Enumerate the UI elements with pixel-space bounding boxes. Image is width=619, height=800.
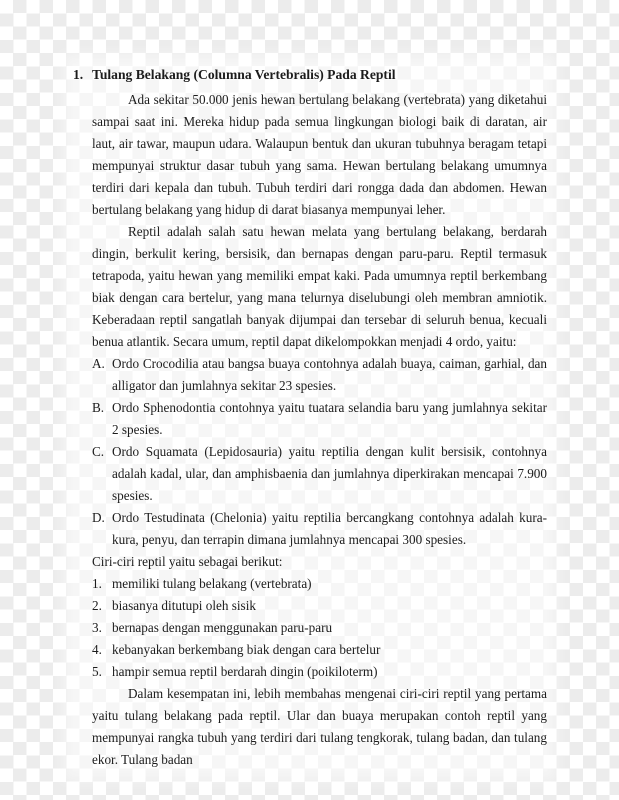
list-marker: D. — [92, 510, 105, 525]
paragraph-closing: Dalam kesempatan ini, lebih membahas mengenai ciri-ciri reptil yang pertama yaitu tulang belakang pada reptil. Ular dan buaya merupakan contoh reptil yang mempunyai rangka tubuh yang terdiri dari tulang tengkorak, tulang badan, dan tulang ekor. Tulang badan — [92, 686, 547, 767]
ciri-list-item-3 — [92, 617, 547, 639]
list-item-text: kebanyakan berkembang biak dengan cara bertelur — [112, 642, 381, 657]
list-marker: 1. — [92, 576, 102, 591]
list-marker: 3. — [92, 620, 102, 635]
list-marker: A. — [92, 356, 105, 371]
ciri-list-item-4 — [92, 639, 547, 661]
ciri-list-item-1 — [92, 573, 547, 595]
ciri-intro-line: Ciri-ciri reptil yaitu sebagai berikut: — [92, 554, 283, 569]
list-item-text: Ordo Crocodilia atau bangsa buaya contohnya adalah buaya, caiman, garhial, dan alligator dan jumlahnya sekitar 23 spesies. — [112, 356, 547, 393]
list-item-text: biasanya ditutupi oleh sisik — [112, 598, 256, 613]
ordo-list-item-a — [92, 353, 547, 397]
paragraph-reptil-definition: Reptil adalah salah satu hewan melata yang bertulang belakang, berdarah dingin, berkulit kering, bersisik, dan bernapas dengan paru-paru. Reptil termasuk tetrapoda, yaitu hewan yang memiliki empat kaki. Pada umumnya reptil berkembang biak dengan cara bertelur, yang mana telurnya diselubungi oleh membran amniotik. Keberadaan reptil sangatlah banyak dijumpai dan tersebar di seluruh benua, kecuali benua atlantik. Secara umum, reptil dapat dikelompokkan menjadi 4 ordo, yaitu: — [92, 224, 547, 349]
heading-number: 1. — [73, 67, 84, 82]
list-marker: C. — [92, 444, 105, 459]
ordo-list — [92, 353, 547, 551]
ciri-list — [92, 573, 547, 683]
ciri-list-item-2 — [92, 595, 547, 617]
heading-title: Tulang Belakang (Columna Vertebralis) Pada Reptil — [92, 67, 396, 82]
section-heading — [73, 64, 547, 86]
list-item-text: Ordo Sphenodontia contohnya yaitu tuatara selandia baru yang jumlahnya sekitar 2 spesies. — [112, 400, 547, 437]
list-item-text: Ordo Squamata (Lepidosauria) yaitu reptilia dengan kulit bersisik, contohnya adalah kadal, ular, dan amphisbaenia dan jumlahnya diperkirakan mencapai 7.900 spesies. — [112, 444, 547, 503]
paragraph-intro-vertebrata: Ada sekitar 50.000 jenis hewan bertulang belakang (vertebrata) yang diketahui sampai saat ini. Mereka hidup pada semua lingkungan biologi baik di daratan, air laut, air tawar, maupun udara. Walaupun bentuk dan ukuran tubuhnya beragam tetapi mempunyai struktur dasar tubuh yang sama. Hewan bertulang belakang umumnya terdiri dari kepala dan tubuh. Tubuh terdiri dari rongga dada dan abdomen. Hewan bertulang belakang yang hidup di darat biasanya mempunyai leher. — [92, 92, 547, 217]
list-marker: 5. — [92, 664, 102, 679]
ciri-list-item-5 — [92, 661, 547, 683]
document-page — [73, 64, 547, 771]
ordo-list-item-b — [92, 397, 547, 441]
list-item-text: hampir semua reptil berdarah dingin (poikiloterm) — [112, 664, 378, 679]
list-item-text: Ordo Testudinata (Chelonia) yaitu reptilia bercangkang contohnya adalah kura-kura, penyu, dan terrapin dimana jumlahnya mencapai 300 spesies. — [112, 510, 547, 547]
list-marker: B. — [92, 400, 105, 415]
list-marker: 4. — [92, 642, 102, 657]
list-item-text: bernapas dengan menggunakan paru-paru — [112, 620, 333, 635]
list-marker: 2. — [92, 598, 102, 613]
ordo-list-item-c — [92, 441, 547, 507]
ordo-list-item-d — [92, 507, 547, 551]
list-item-text: memiliki tulang belakang (vertebrata) — [112, 576, 312, 591]
